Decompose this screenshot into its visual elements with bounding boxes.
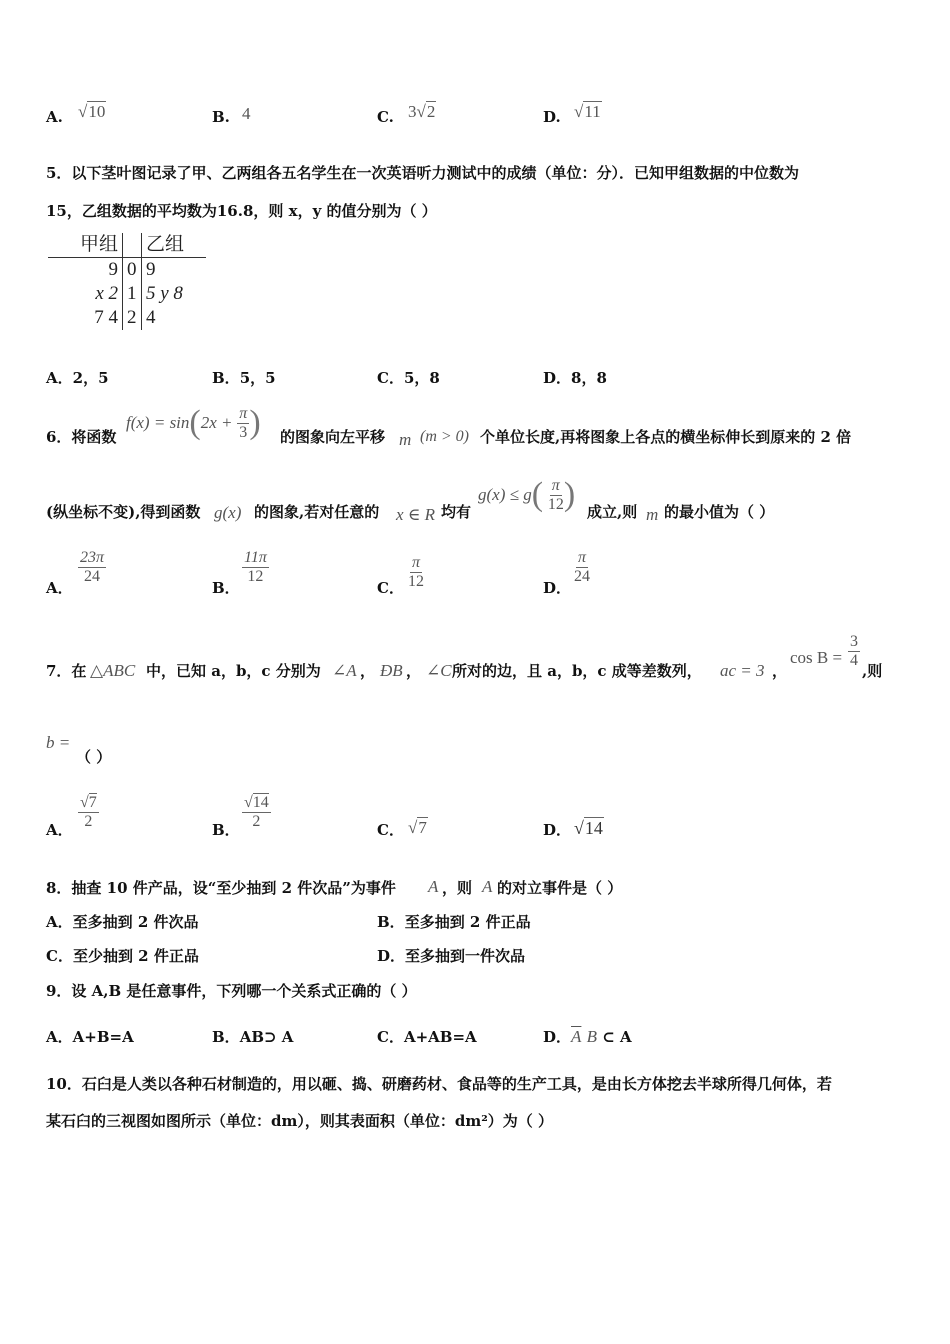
q4-option-d: D. <box>543 108 561 126</box>
q7-ac: ac = 3 <box>720 661 765 680</box>
q6-function-g: g(x) <box>214 503 242 522</box>
q7-stem-part4: ,则 <box>862 662 883 680</box>
q7-option-c: C． <box>377 821 404 839</box>
q7-sep3: ， <box>772 662 788 680</box>
q5-option-c: C．5，8 <box>377 369 440 387</box>
q6-stem-part2: 的图象向左平移 <box>280 428 386 446</box>
q8-option-c: C．至少抽到 2 件正品 <box>46 947 199 965</box>
q9-option-d: D．$\overline{A}$ B ⊂ A <box>543 1027 632 1046</box>
q8-event-a2: A <box>482 877 493 896</box>
q6-m: m <box>399 430 412 449</box>
q7-cosb: cos B = <box>790 648 843 667</box>
stem-header-left: 甲组 <box>48 233 123 258</box>
q7-stem-part1: 7．在 <box>46 662 87 680</box>
q8-stem-part1: 8．抽查 10 件产品，设“至少抽到 2 件次品”为事件 <box>46 879 396 897</box>
q8-stem-part2: ，则 <box>442 879 473 897</box>
q6-option-a: A． <box>46 579 73 597</box>
q7-b-eq: b = <box>46 733 71 752</box>
q6-stem-part3: 个单位长度,再将图象上各点的横坐标伸长到原来的 2 倍 <box>480 428 852 446</box>
q7-sep1: ， <box>360 662 376 680</box>
q4-option-a: A. <box>46 108 63 126</box>
q6-stem-part7: 成立,则 <box>587 503 638 521</box>
q5-stem-line2: 15，乙组数据的平均数为16.8，则 x，y 的值分别为（ ） <box>46 202 437 220</box>
q7-option-d-value: √14 <box>574 818 603 838</box>
q6-inequality: g(x) ≤ g( $\frac{\pi}{12}$ ) <box>478 476 576 513</box>
q9-stem: 9．设 A,B 是任意事件，下列哪一个关系式正确的（ ） <box>46 982 417 1000</box>
q7-stem-part2: 中，已知 a，b，c 分别为 <box>146 662 321 680</box>
q5-stem-line1: 5．以下茎叶图记录了甲、乙两组各五名学生在一次英语听力测试中的成绩（单位：分）．已知甲组数据的中位数为 <box>46 164 799 182</box>
q10-stem-line1: 10．石臼是人类以各种石材制造的，用以砸、捣、研磨药材、食品等的生产工具，是由长方体挖去半球所得几何体，若 <box>46 1075 832 1093</box>
q7-cosb-value: $\frac{3}{4}$ <box>850 633 858 669</box>
q8-stem-part3: 的对立事件是（ ） <box>497 879 623 897</box>
q6-stem-part6: 均有 <box>441 503 472 521</box>
q7-option-a: A． <box>46 821 73 839</box>
q6-option-b: B． <box>212 579 240 597</box>
q4-option-b: B. <box>212 108 230 126</box>
q6-option-b-value: $\frac{11\pi}{12}$ <box>244 549 267 585</box>
q6-m2: m <box>646 505 659 524</box>
q8-option-b: B．至多抽到 2 件正品 <box>377 913 531 931</box>
q7-stem-part3: 所对的边，且 a，b，c 成等差数列， <box>452 662 702 680</box>
q6-option-d: D． <box>543 579 572 597</box>
stem-leaf-plot <box>48 233 206 330</box>
q9-option-c: C．A+AB=A <box>377 1028 477 1046</box>
q8-event-a: A <box>428 877 439 896</box>
q6-option-c-value: $\frac{\pi}{12}$ <box>408 554 424 590</box>
stem-row: 7 4 2 4 <box>48 306 206 330</box>
q7-option-d: D． <box>543 821 572 839</box>
q7-triangle: △ABC <box>90 661 136 680</box>
q7-angle-a: ∠A <box>332 661 357 680</box>
q5-option-b: B．5，5 <box>212 369 276 387</box>
q4-option-b-value: 4 <box>242 104 251 123</box>
q6-stem-part5: 的图象,若对任意的 <box>254 503 380 521</box>
q6-function-f: f(x) = sin(2x + $\frac{\pi}{3}$ ) <box>126 404 261 441</box>
q7-angle-c: ∠C <box>426 661 452 680</box>
stem-row: x 2 1 5 y 8 <box>48 282 206 306</box>
q4-option-c: C. <box>377 108 394 126</box>
q7-option-b-value: $\frac{√14}{2}$ <box>244 794 269 830</box>
q5-option-a: A．2，5 <box>46 369 109 387</box>
q9-option-a: A．A+B=A <box>46 1028 134 1046</box>
q7-blank: （ ） <box>76 748 112 766</box>
q6-option-c: C． <box>377 579 404 597</box>
q6-x-in-r: x ∈ R <box>396 505 436 524</box>
q9-option-b: B．AB⊃ A <box>212 1028 294 1046</box>
q7-option-a-value: $\frac{√7}{2}$ <box>80 794 97 830</box>
q7-sep2: ， <box>406 662 422 680</box>
q7-angle-b: ÐB <box>380 661 403 680</box>
q6-stem-part1: 6．将函数 <box>46 428 117 446</box>
q6-stem-part8: 的最小值为（ ） <box>664 503 775 521</box>
q4-option-d-value: √11 <box>574 102 601 121</box>
q6-m-condition: (m > 0) <box>420 428 470 445</box>
q6-option-d-value: $\frac{\pi}{24}$ <box>574 549 590 585</box>
q8-option-d: D．至多抽到一件次品 <box>377 947 526 965</box>
q6-stem-part4: (纵坐标不变),得到函数 <box>46 503 201 521</box>
q4-option-a-value: √10 <box>78 102 106 121</box>
q7-option-b: B． <box>212 821 240 839</box>
q5-option-d: D．8，8 <box>543 369 607 387</box>
q10-stem-line2: 某石臼的三视图如图所示（单位：dm），则其表面积（单位：dm²）为（ ） <box>46 1112 554 1130</box>
q6-option-a-value: $\frac{23\pi}{24}$ <box>80 549 105 585</box>
q7-option-c-value: √7 <box>408 818 427 837</box>
q4-option-c-value: 3√2 <box>408 102 436 121</box>
stem-header-right: 乙组 <box>146 234 185 255</box>
q8-option-a: A．至多抽到 2 件次品 <box>46 913 199 931</box>
stem-row: 9 0 9 <box>48 258 206 283</box>
